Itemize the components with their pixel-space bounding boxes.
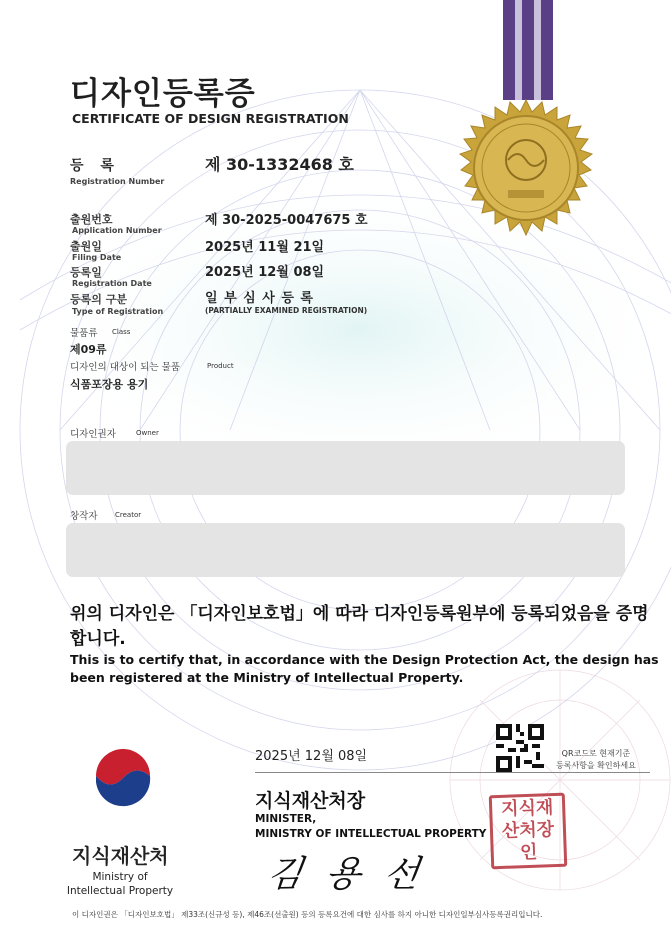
- owner-label-en: Owner: [136, 429, 159, 437]
- registration-type-en: (PARTIALLY EXAMINED REGISTRATION): [205, 306, 368, 315]
- certification-text-en: This is to certify that, in accordance with the Design Protection Act, the design has been registered at the Ministry of Intellectual Property.: [70, 652, 659, 685]
- registration-label-en: Registration Number: [70, 177, 165, 186]
- product-label-en: Product: [207, 362, 234, 370]
- registration-type-label-en: Type of Registration: [72, 307, 164, 316]
- minister-title: 지식재산처장: [255, 790, 366, 812]
- certificate-title-en: CERTIFICATE OF DESIGN REGISTRATION: [72, 111, 349, 126]
- certification-text-ko: 위의 디자인은 「디자인보호법」에 따라 디자인등록원부에 등록되었음을 증명합니다.: [70, 604, 649, 649]
- divider: [255, 772, 650, 773]
- minister-title-en: MINISTER, MINISTRY OF INTELLECTUAL PROPERTY: [255, 813, 487, 840]
- class-value: 제09류: [70, 343, 107, 356]
- registration-number: 제 30-1332468 호: [205, 155, 354, 174]
- gold-seal-icon: [446, 88, 606, 248]
- product-value: 식품포장용 용기: [70, 378, 149, 391]
- class-label-en: Class: [112, 328, 131, 336]
- qr-note: QR코드로 현재기준 등록사항을 확인하세요: [556, 749, 636, 770]
- creator-label-en: Creator: [115, 511, 142, 519]
- certificate-title: 디자인등록증: [70, 76, 256, 112]
- filing-date-label: 출원일: [70, 240, 102, 253]
- filing-date-label-en: Filing Date: [72, 253, 122, 262]
- signature: 김 용 선: [264, 854, 428, 895]
- registration-date: 2025년 12월 08일: [205, 265, 325, 280]
- application-number-label-en: Application Number: [72, 226, 162, 235]
- footer-note: 이 디자인권은 「디자인보호법」 제33조(신규성 등), 제46조(선출원) 등의 등록요건에 대한 심사를 하지 아니한 디자인일부심사등록권리입니다.: [72, 910, 543, 919]
- agency-name-en: Ministry of Intellectual Property: [66, 871, 174, 897]
- qr-code-icon[interactable]: [496, 724, 544, 772]
- registration-type: 일 부 심 사 등 록: [205, 291, 314, 306]
- application-number-label: 출원번호: [70, 213, 113, 226]
- creator-redacted-box: [66, 523, 625, 577]
- registration-date-label: 등록일: [70, 266, 102, 279]
- registration-date-label-en: Registration Date: [72, 279, 152, 288]
- product-label: 디자인의 대상이 되는 물품: [70, 362, 181, 373]
- class-label: 물품류: [70, 328, 98, 339]
- government-emblem-icon: [92, 748, 154, 810]
- registration-type-label: 등록의 구분: [70, 293, 127, 306]
- issue-date: 2025년 12월 08일: [255, 749, 368, 764]
- creator-label: 창작자: [70, 511, 98, 522]
- owner-label: 디자인권자: [70, 429, 116, 440]
- registration-label: 등 록: [70, 158, 120, 174]
- owner-redacted-box: [66, 441, 625, 495]
- agency-name: 지식재산처: [72, 844, 169, 868]
- application-number: 제 30-2025-0047675 호: [205, 213, 368, 228]
- official-stamp: 지식재산처장인: [489, 793, 568, 870]
- filing-date: 2025년 11월 21일: [205, 240, 325, 255]
